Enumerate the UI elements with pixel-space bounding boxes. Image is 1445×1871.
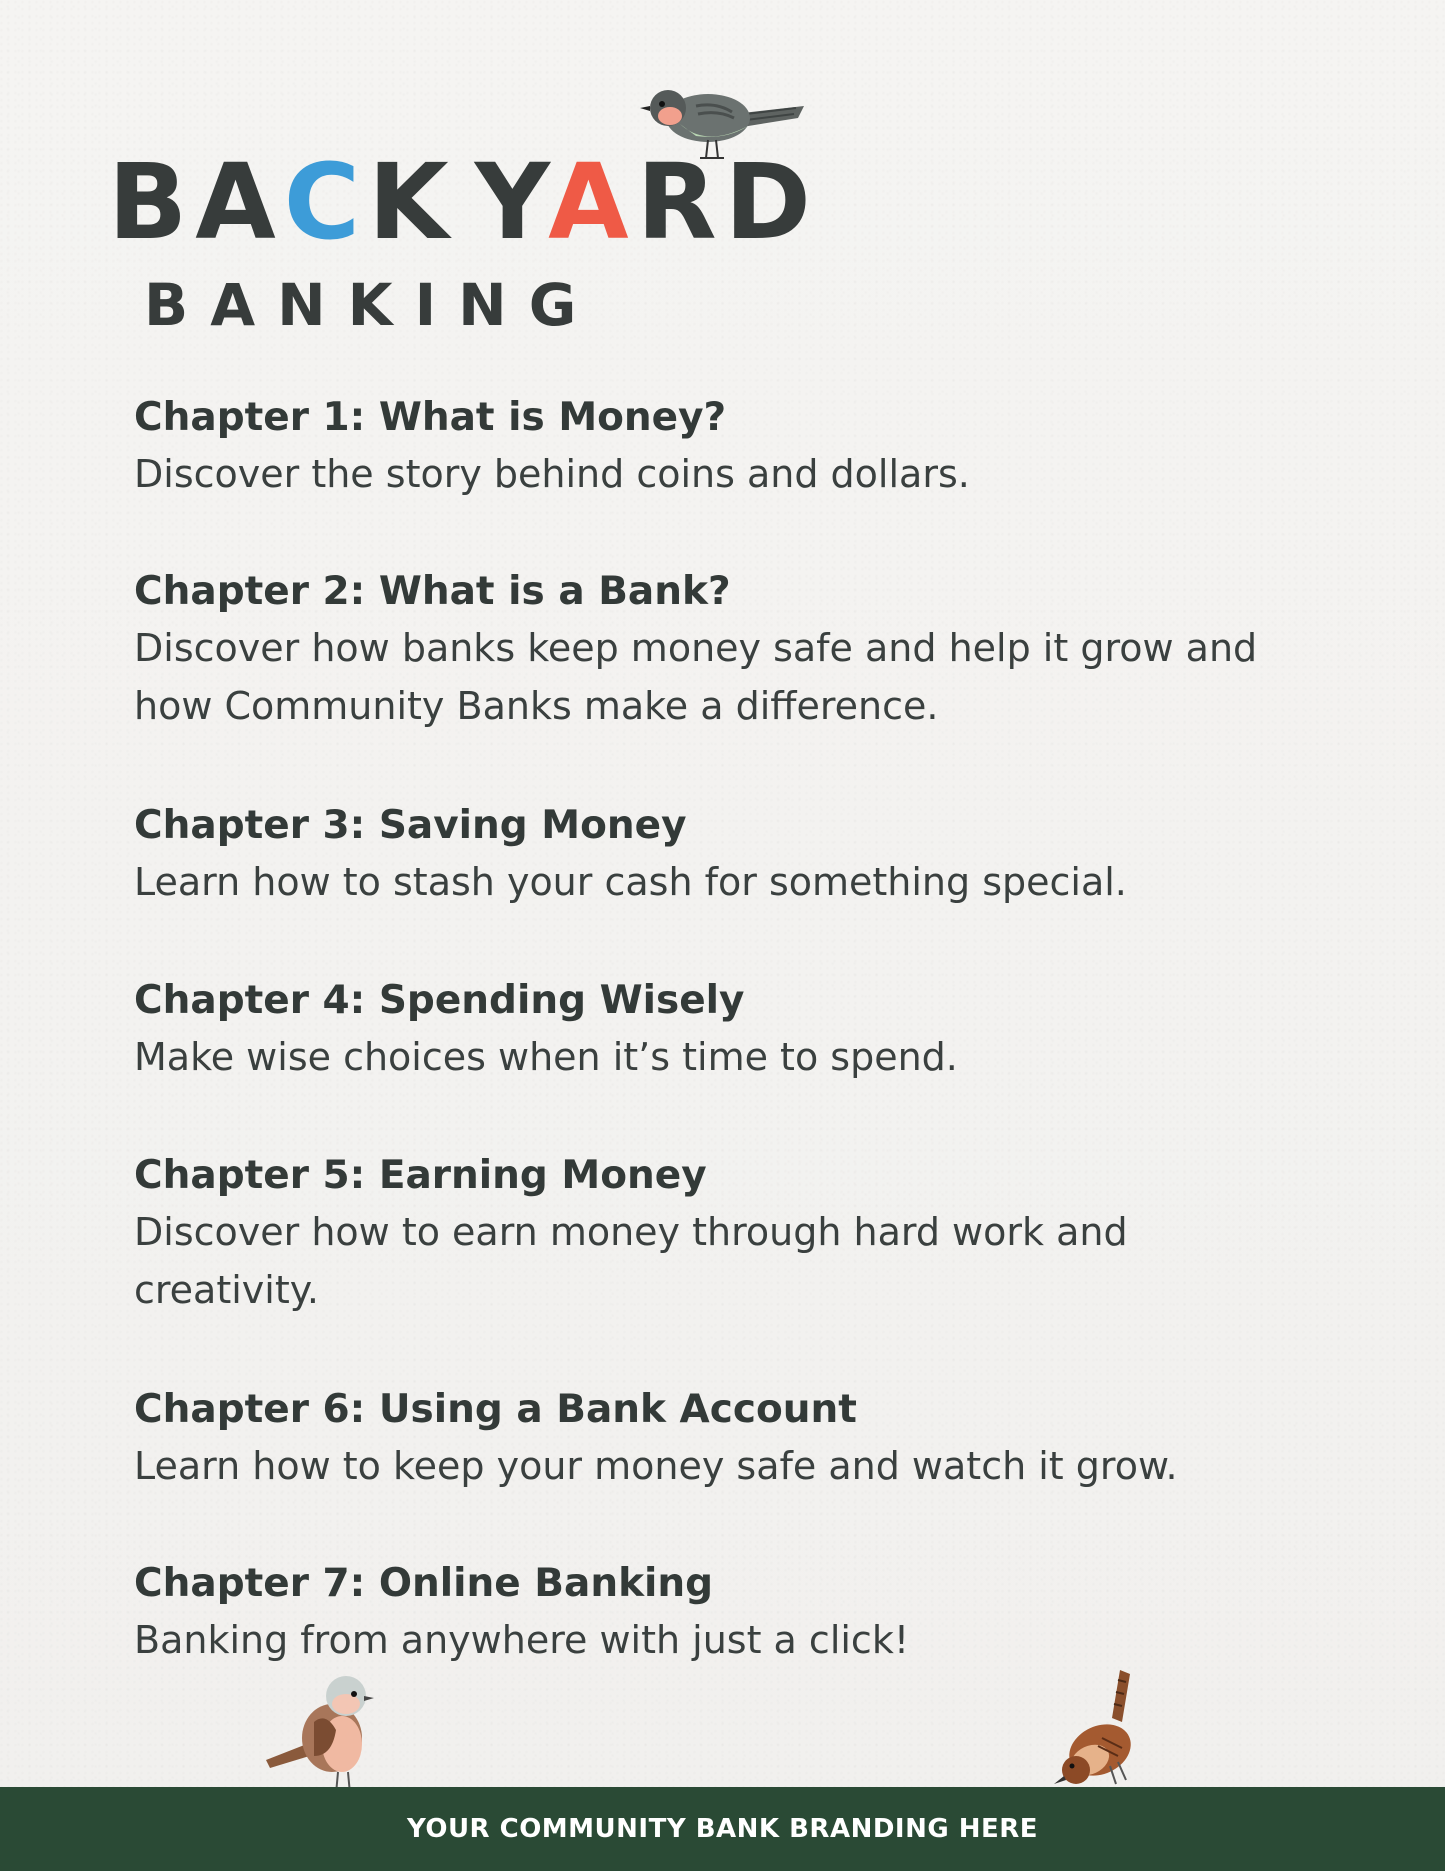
chapter-item xyxy=(134,1382,1324,1495)
logo-letter: D xyxy=(724,141,819,263)
chapter-title: Chapter 6: Using a Bank Account xyxy=(134,1387,857,1432)
chapter-title: Chapter 1: What is Money? xyxy=(134,395,727,440)
footer-banner xyxy=(0,1787,1445,1871)
chapter-description: Banking from anywhere with just a click! xyxy=(134,1618,910,1662)
logo-letter: A xyxy=(195,141,284,263)
chapter-description: Learn how to keep your money safe and watch it grow. xyxy=(134,1444,1178,1488)
logo-letter: Y xyxy=(474,141,549,263)
bird-icon xyxy=(262,1672,380,1798)
chapter-description: Learn how to stash your cash for something special. xyxy=(134,860,1127,904)
footer-branding-text: YOUR COMMUNITY BANK BRANDING HERE xyxy=(406,1814,1039,1844)
chapter-description: Make wise choices when it’s time to spend. xyxy=(134,1035,958,1079)
chapter-item xyxy=(134,390,1324,503)
logo-wordmark xyxy=(108,141,819,263)
chapter-title: Chapter 7: Online Banking xyxy=(134,1561,714,1606)
logo-letter: K xyxy=(368,141,457,263)
chapter-description: Discover how banks keep money safe and help it grow and how Community Banks make a difference. xyxy=(134,626,1258,728)
chapter-title: Chapter 2: What is a Bank? xyxy=(134,569,731,614)
logo-letter-blue: C xyxy=(283,141,369,263)
chapter-title: Chapter 4: Spending Wisely xyxy=(134,978,745,1023)
chapter-item xyxy=(134,1556,1324,1669)
chapter-item xyxy=(134,564,1324,735)
logo-letter: B xyxy=(108,141,196,263)
wren-icon xyxy=(1050,1666,1146,1790)
chapter-description: Discover the story behind coins and dollars. xyxy=(134,452,970,496)
chapter-item xyxy=(134,1148,1324,1319)
logo-letter-red: A xyxy=(548,141,637,263)
chapter-item xyxy=(134,798,1324,911)
chapter-title: Chapter 5: Earning Money xyxy=(134,1153,707,1198)
chapter-title: Chapter 3: Saving Money xyxy=(134,803,687,848)
chapter-item xyxy=(134,973,1324,1086)
chapter-description: Discover how to earn money through hard work and creativity. xyxy=(134,1210,1128,1312)
logo-letter: R xyxy=(636,141,725,263)
logo-subtitle: BANKING xyxy=(144,271,599,339)
backyard-banking-logo xyxy=(108,141,819,350)
